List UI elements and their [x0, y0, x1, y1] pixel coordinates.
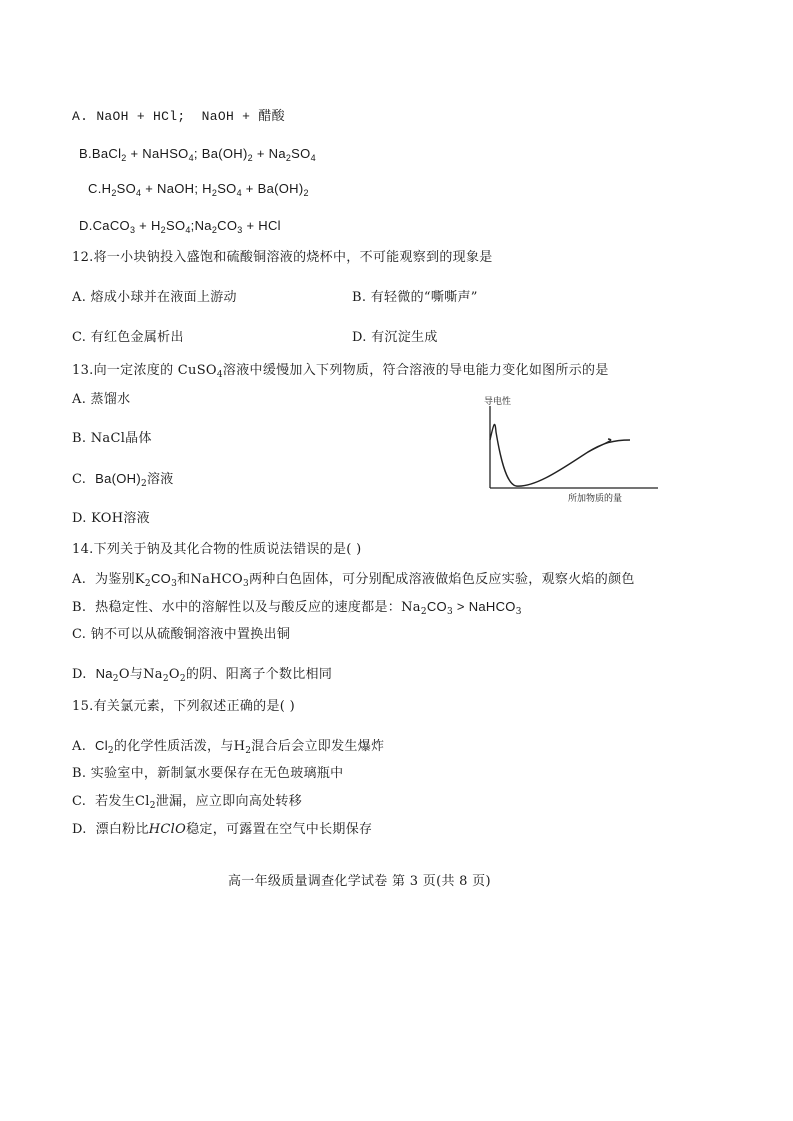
graph-curve-b — [588, 440, 630, 452]
q15-stem: 15.有关氯元素，下列叙述正确的是( ) — [72, 699, 295, 714]
conductivity-curve-figure — [478, 392, 668, 507]
q12-option-b: B. 有轻微的“嘶嘶声” — [352, 290, 478, 305]
q13-option-b: B. NaCl晶体 — [72, 431, 152, 446]
q11-option-d: D.CaCO$_3$ + $H_2SO_4;Na_2CO_3$ + HCl — [79, 218, 281, 235]
q13-option-c: C. $Ba(OH)_2$溶液 — [72, 471, 174, 489]
q14-option-a: A. 为鉴别$K_2CO_3$和NaHCO$_3$两种白色固体，可分别配成溶液做焰色反应实验，观察火焰的颜色 — [72, 571, 635, 589]
q12-option-a: A. 熔成小球并在液面上游动 — [72, 290, 237, 305]
q14-option-b: B. 热稳定性、水中的溶解性以及与酸反应的速度都是：$Na_2CO_3$ > NaHCO$_3$ — [72, 599, 522, 617]
q15-option-b: B. 实验室中，新制氯水要保存在无色玻璃瓶中 — [72, 766, 344, 781]
graph-y-label: 导电性 — [484, 397, 512, 407]
q11-option-c: $C.H_2SO_4$ + NaOH; $H_2SO_4 + Ba(OH)_2$ — [88, 181, 309, 198]
q12-option-c: C. 有红色金属析出 — [72, 330, 184, 345]
q14-option-c: C. 钠不可以从硫酸铜溶液中置换出铜 — [72, 627, 291, 642]
q11-option-b: B.BaCl$_2$ + NaHSO$_4$; $Ba(OH)_2 + Na_2SO_4$ — [79, 146, 316, 163]
q13-stem: 13.向一定浓度的 CuSO$_4$溶液中缓慢加入下列物质，符合溶液的导电能力变化如图所示的是 — [72, 363, 609, 380]
graph-x-label: 所加物质的量 — [568, 494, 623, 504]
q15-option-d: D. 漂白粉比HClO稳定，可露置在空气中长期保存 — [72, 822, 373, 837]
graph-curve-a — [490, 424, 611, 486]
q13-option-d: D. KOH溶液 — [72, 511, 150, 526]
q15-option-c: C. 若发生$Cl_2$泄漏，应立即向高处转移 — [72, 794, 303, 811]
q14-option-d: D. $Na_2O$与$Na_2O_2$的阴、阳离子个数比相同 — [72, 666, 333, 684]
q11-option-a: A. NaOH + HCl; NaOH + 醋酸 — [72, 109, 285, 124]
q13-option-a: A. 蒸馏水 — [72, 392, 131, 407]
page-footer: 高一年级质量调查化学试卷 第 3 页(共 8 页) — [228, 874, 491, 889]
q12-option-d: D. 有沉淀生成 — [352, 330, 438, 345]
q15-option-a: A. $Cl_2$的化学性质活泼，与$H_2$混合后会立即发生爆炸 — [72, 738, 385, 756]
q14-stem: 14.下列关于钠及其化合物的性质说法错误的是( ) — [72, 542, 362, 557]
conductivity-graph — [478, 392, 668, 507]
q12-stem: 12.将一小块钠投入盛饱和硫酸铜溶液的烧杯中，不可能观察到的现象是 — [72, 250, 493, 265]
